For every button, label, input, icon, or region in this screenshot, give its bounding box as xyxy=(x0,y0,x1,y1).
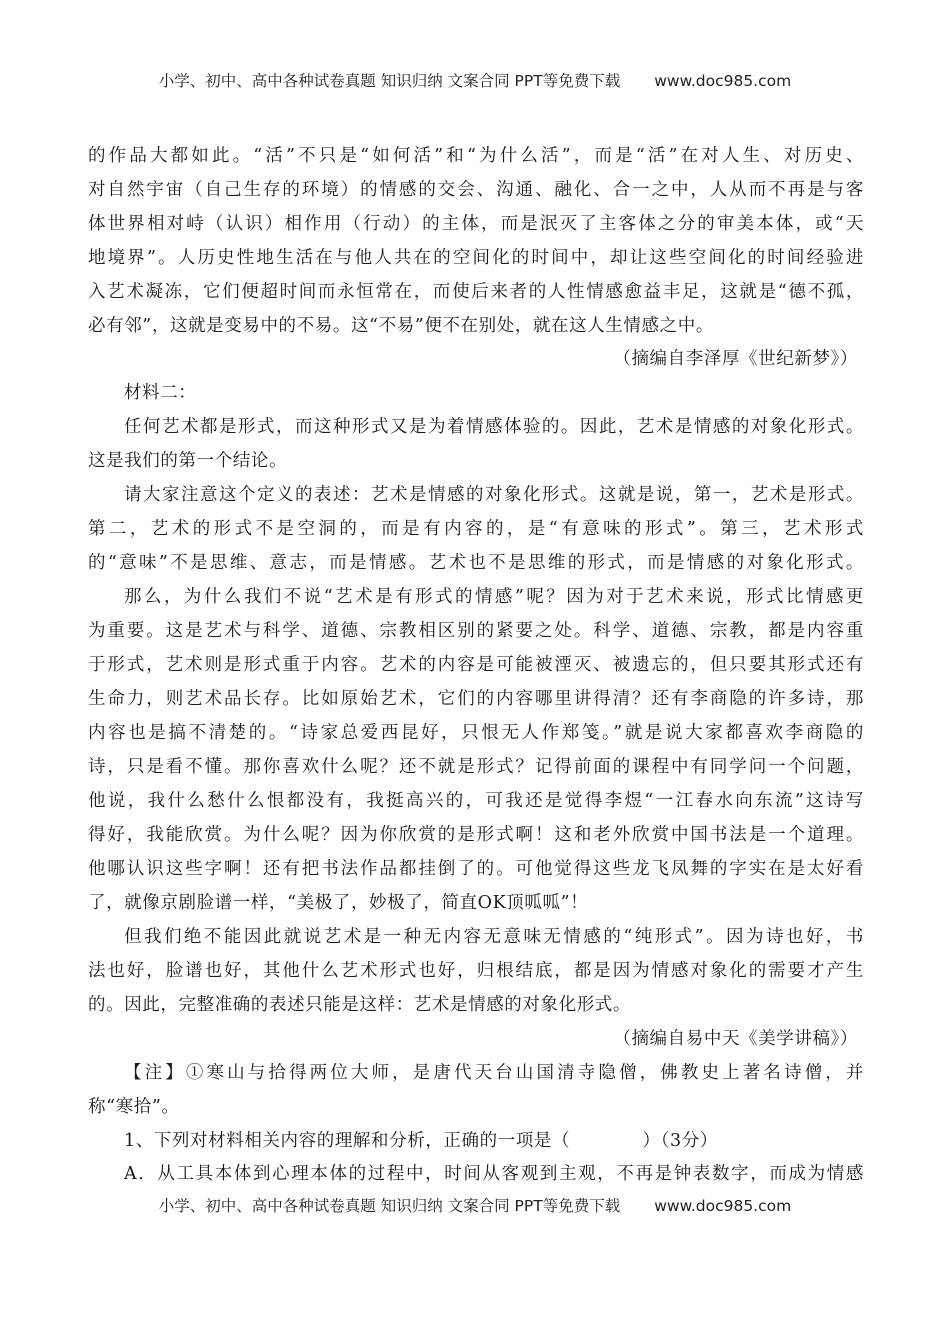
text-line: 第二，艺术的形式不是空洞的，而是有内容的，是“有意味的形式”。第三，艺术形式 xyxy=(88,519,864,539)
text-line: 生命力，则艺术品长存。比如原始艺术，它们的内容哪里讲得清？还有李商隐的许多诗，那 xyxy=(88,689,864,709)
text-line: 体世界相对峙（认识）相作用（行动）的主体，而是泯灭了主客体之分的审美本体，或“天 xyxy=(88,214,864,234)
source-citation: （摘编自易中天《美学讲稿》） xyxy=(613,1029,858,1049)
text-line: 了，就像京剧脸谱一样，“美极了，妙极了，简直OK顶呱呱”！ xyxy=(88,893,589,913)
text-line: 他说，我什么愁什么恨都没有，我挺高兴的，可我还是觉得李煜“一江春水向东流”这诗写 xyxy=(88,791,864,811)
source-citation: （摘编自李泽厚《世纪新梦》） xyxy=(613,349,858,369)
text-line: 任何艺术都是形式，而这种形式又是为着情感体验的。因此，艺术是情感的对象化形式。 xyxy=(124,417,864,437)
text-line: 地境界”。人历史性地生活在与他人共在的空间化的时间中，却让这些空间化的时间经验进 xyxy=(88,248,864,268)
text-line: 的作品大都如此。“活”不只是“如何活”和“为什么活”，而是“活”在对人生、对历史、 xyxy=(88,146,864,166)
text-line: 那么，为什么我们不说“艺术是有形式的情感”呢？因为对于艺术来说，形式比情感更 xyxy=(124,587,864,607)
text-line: 诗，只是看不懂。那你喜欢什么呢？还不就是形式？记得前面的课程中有同学问一个问题， xyxy=(88,757,864,777)
text-line: 必有邻”，这就是变易中的不易。这“不易”便不在别处，就在这人生情感之中。 xyxy=(88,316,714,336)
text-line: 于形式，艺术则是形式重于内容。艺术的内容是可能被湮灭、被遗忘的，但只要其形式还有 xyxy=(88,655,864,675)
text-line: 为重要。这是艺术与科学、道德、宗教相区别的紧要之处。科学、道德、宗教，都是内容重 xyxy=(88,621,864,641)
text-line: 他哪认识这些字啊！还有把书法作品都挂倒了的。可他觉得这些龙飞凤舞的字实在是太好看 xyxy=(88,859,864,879)
note-line: 称“寒拾”。 xyxy=(88,1097,180,1117)
header-watermark xyxy=(0,69,950,91)
text-line: 入艺术凝冻，它们便超时间而永恒常在，而使后来者的人性情感愈益丰足，这就是“德不孤， xyxy=(88,282,864,302)
footer-watermark xyxy=(0,1194,950,1216)
header-watermark-site: www.doc985.com xyxy=(654,72,792,90)
text-line: 对自然宇宙（自己生存的环境）的情感的交会、沟通、融化、合一之中，人从而不再是与客 xyxy=(88,180,864,200)
answer-option-a: A．从工具本体到心理本体的过程中，时间从客观到主观，不再是钟表数字，而成为情感 xyxy=(124,1164,864,1184)
text-line: 但我们绝不能因此就说艺术是一种无内容无意味无情感的“纯形式”。因为诗也好，书 xyxy=(124,927,864,947)
text-line: 这是我们的第一个结论。 xyxy=(88,451,288,471)
text-line: 内容也是搞不清楚的。“诗家总爱西昆好，只恨无人作郑笺。”就是说大家都喜欢李商隐的 xyxy=(88,723,864,743)
header-watermark-text: 小学、初中、高中各种试卷真题 知识归纳 文案合同 PPT等免费下载 xyxy=(158,72,621,90)
footer-watermark-text: 小学、初中、高中各种试卷真题 知识归纳 文案合同 PPT等免费下载 xyxy=(158,1197,621,1215)
text-line: 得好，我能欣赏。为什么呢？因为你欣赏的是形式啊！这和老外欣赏中国书法是一个道理。 xyxy=(88,825,864,845)
question-stem: 1、下列对材料相关内容的理解和分析，正确的一项是（ ）（3分） xyxy=(124,1131,718,1151)
text-line: 的。因此，完整准确的表述只能是这样：艺术是情感的对象化形式。 xyxy=(88,995,631,1015)
material-heading: 材料二： xyxy=(124,383,197,403)
note-line: 【注】①寒山与拾得两位大师，是唐代天台山国清寺隐僧，佛教史上著名诗僧，并 xyxy=(124,1063,864,1083)
text-line: 法也好，脸谱也好，其他什么艺术形式也好，归根结底，都是因为情感对象化的需要才产生 xyxy=(88,961,864,981)
footer-watermark-site: www.doc985.com xyxy=(654,1197,792,1215)
text-line: 请大家注意这个定义的表述：艺术是情感的对象化形式。这就是说，第一，艺术是形式。 xyxy=(124,485,864,505)
text-line: 的“意味”不是思维、意志，而是情感。艺术也不是思维的形式，而是情感的对象化形式。 xyxy=(88,553,864,573)
